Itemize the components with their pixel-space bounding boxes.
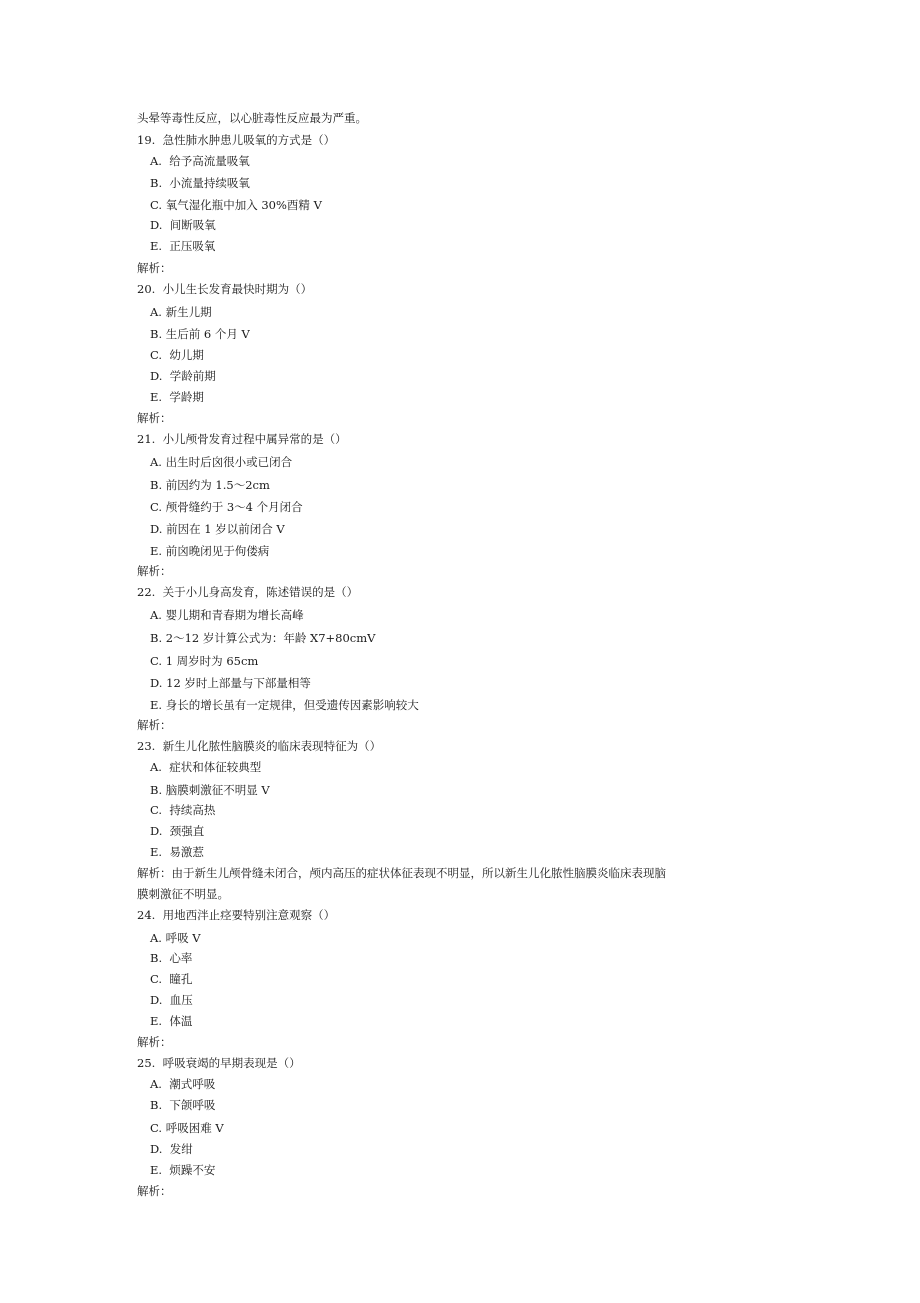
question-20-option-d: D. 学龄前期: [150, 369, 216, 383]
question-24-option-b: B. 心率: [150, 951, 193, 965]
question-21-analysis: 解析：: [137, 564, 172, 578]
question-22-stem: 22. 关于小儿身高发育，陈述错误的是（）: [137, 585, 359, 599]
question-20-option-a: A. 新生儿期: [150, 305, 212, 319]
question-22-option-c: C. 1 周岁时为 65cm: [150, 654, 259, 668]
question-24-option-a: A. 呼吸 V: [150, 931, 201, 945]
question-24-analysis: 解析：: [137, 1035, 172, 1049]
question-21-option-a: A. 出生时后囟很小或已闭合: [150, 455, 293, 469]
question-19-stem: 19. 急性肺水肿患儿吸氧的方式是（）: [137, 133, 336, 147]
question-19-option-d: D. 间断吸氧: [150, 218, 216, 232]
question-22-option-b: B. 2〜12 岁计算公式为：年龄 X7+80cmV: [150, 631, 376, 645]
question-23-option-d: D. 颈强直: [150, 824, 205, 838]
question-23-analysis-line-2: 膜刺激征不明显。: [137, 887, 229, 901]
question-23-analysis-line-1: 解析：由于新生儿颅骨缝未闭合，颅内高压的症状体征表现不明显，所以新生儿化脓性脑膜炎临床表现脑: [137, 866, 666, 880]
question-25-option-a: A. 潮式呼吸: [150, 1077, 216, 1091]
question-25-option-c: C. 呼吸困难 V: [150, 1121, 224, 1135]
question-24-option-e: E. 体温: [150, 1014, 193, 1028]
question-25-option-d: D. 发绀: [150, 1142, 193, 1156]
question-20-option-e: E. 学龄期: [150, 390, 204, 404]
question-20-analysis: 解析：: [137, 411, 172, 425]
question-23-option-b: B. 脑膜刺激征不明显 V: [150, 783, 270, 797]
question-24-option-d: D. 血压: [150, 993, 193, 1007]
question-22-option-a: A. 婴儿期和青春期为增长高峰: [150, 608, 304, 622]
question-21-option-b: B. 前因约为 1.5〜2cm: [150, 478, 270, 492]
question-20-stem: 20. 小儿生长发育最快时期为（）: [137, 282, 313, 296]
question-25-option-b: B. 下颌呼吸: [150, 1098, 216, 1112]
question-25-analysis: 解析：: [137, 1184, 172, 1198]
question-24-stem: 24. 用地西泮止痉要特别注意观察（）: [137, 908, 336, 922]
question-25-option-e: E. 烦躁不安: [150, 1163, 216, 1177]
question-19-option-e: E. 正压吸氧: [150, 239, 216, 253]
question-23-stem: 23. 新生儿化脓性脑膜炎的临床表现特征为（）: [137, 739, 382, 753]
question-22-option-e: E. 身长的增长虽有一定规律，但受遗传因素影响较大: [150, 698, 419, 712]
question-25-stem: 25. 呼吸衰竭的早期表现是（）: [137, 1056, 301, 1070]
question-19-analysis: 解析：: [137, 261, 172, 275]
question-20-option-b: B. 生后前 6 个月 V: [150, 327, 250, 341]
question-21-option-e: E. 前囟晚闭见于佝偻病: [150, 544, 270, 558]
question-19-option-b: B. 小流量持续吸氧: [150, 176, 250, 190]
question-21-option-d: D. 前因在 1 岁以前闭合 V: [150, 522, 285, 536]
question-21-option-c: C. 颅骨缝约于 3〜4 个月闭合: [150, 500, 303, 514]
question-23-option-c: C. 持续高热: [150, 803, 216, 817]
question-19-option-c: C. 氧气湿化瓶中加入 30%酉精 V: [150, 198, 322, 212]
question-24-option-c: C. 瞳孔: [150, 972, 193, 986]
intro-text: 头晕等毒性反应，以心脏毒性反应最为严重。: [137, 111, 367, 125]
question-23-option-e: E. 易激惹: [150, 845, 204, 859]
question-22-option-d: D. 12 岁时上部量与下部量相等: [150, 676, 311, 690]
question-20-option-c: C. 幼儿期: [150, 348, 204, 362]
question-19-option-a: A. 给予高流量吸氧: [150, 154, 250, 168]
question-23-option-a: A. 症状和体征较典型: [150, 760, 262, 774]
question-22-analysis: 解析：: [137, 718, 172, 732]
question-21-stem: 21. 小儿颅骨发育过程中属异常的是（）: [137, 432, 347, 446]
